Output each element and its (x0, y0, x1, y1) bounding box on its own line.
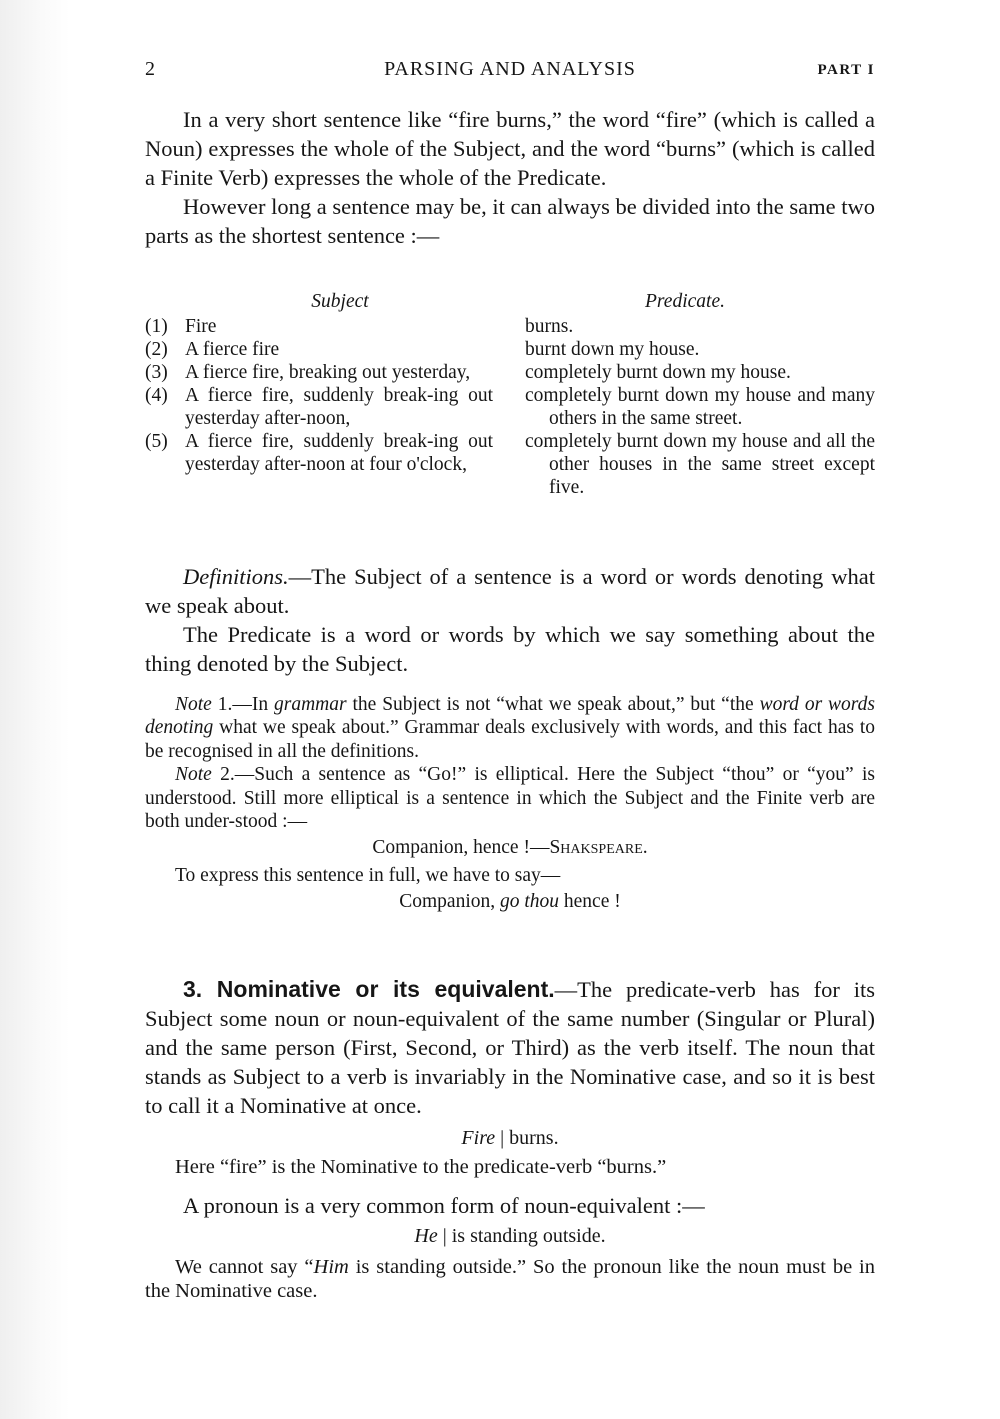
table-row (145, 384, 875, 430)
table-row (145, 338, 875, 361)
row-subject: A fierce fire, suddenly break-ing out yesterday after-noon, (185, 385, 493, 429)
row-subject: A fierce fire, breaking out yesterday, (185, 362, 471, 383)
section-3 (145, 975, 875, 1303)
intro (145, 105, 875, 250)
definitions-label: Definitions. (183, 564, 289, 589)
example-predicate: | burns. (495, 1127, 559, 1149)
example-subject: Fire (461, 1127, 496, 1149)
quote-text: Companion, hence !— (372, 837, 550, 859)
cannot-line (145, 1256, 875, 1303)
row-predicate: completely burnt down my house. (525, 362, 791, 383)
row-predicate: burns. (525, 316, 574, 337)
paragraph-fire-burns: In a very short sentence like “fire burns,” the word “fire” (which is called a Noun) expresses the whole of the Subject, and the word “burns” (which is called a Finite Verb) expresses the whole of the Predicate. (145, 107, 875, 190)
notes (145, 693, 875, 914)
subject-predicate-table (145, 290, 875, 499)
note-label: Note (175, 694, 212, 715)
quote-full (145, 890, 875, 913)
italic-text: Him (313, 1256, 349, 1279)
text: 1.—In (211, 694, 274, 715)
row-predicate: completely burnt down my house and all the other houses in the same street except five. (525, 431, 875, 498)
example-he (145, 1222, 875, 1250)
definitions (145, 562, 875, 678)
page-number: 2 (145, 58, 156, 80)
text: is standing outside.” So the pronoun like the noun must be in the Nominative case. (145, 1256, 875, 1302)
predicate-header: Predicate. (645, 291, 725, 312)
row-subject: A fierce fire (185, 339, 280, 360)
part-label: PART I (817, 62, 875, 78)
text: 2.—Such a sentence as “Go!” is elliptical. Here the Subject “thou” or “you” is understood. Still more elliptical is a sentence in which the Subject and the Finite verb are both under-stood :— (145, 764, 875, 833)
text: Companion, (399, 891, 500, 913)
italic-text: go thou (499, 891, 560, 913)
express-line: To express this sentence in full, we have to say— (175, 864, 561, 886)
here-line: Here “fire” is the Nominative to the predicate-verb “burns.” (175, 1156, 667, 1178)
paragraph-however-long: However long a sentence may be, it can always be divided into the same two parts as the shortest sentence :— (145, 194, 875, 248)
example-predicate: | is standing outside. (437, 1225, 606, 1248)
example-subject: He (414, 1225, 438, 1248)
row-number: (4) (145, 385, 168, 406)
example-fire-burns (145, 1124, 875, 1152)
quote-author: Shakspeare. (549, 837, 648, 859)
note-label: Note (175, 764, 212, 786)
row-subject: Fire (185, 316, 217, 337)
definition-predicate: The Predicate is a word or words by which we say something about the thing denoted by the Subject. (145, 622, 875, 676)
row-number: (2) (145, 339, 168, 360)
row-predicate: burnt down my house. (525, 339, 700, 360)
note-2 (145, 763, 875, 833)
row-number: (1) (145, 316, 168, 337)
definition-subject (145, 562, 875, 620)
text: hence ! (559, 891, 621, 913)
note-1 (145, 693, 875, 763)
text: what we speak about.” Grammar deals exclusively with words, and this fact has to be recognised in all the definitions. (145, 717, 875, 762)
section-heading: 3. Nominative or its equivalent. (183, 976, 555, 1002)
row-predicate: completely burnt down my house and many others in the same street. (525, 385, 875, 429)
text: We cannot say “ (175, 1256, 314, 1279)
table-row (145, 361, 875, 384)
subject-header: Subject (311, 291, 369, 312)
scan-edge-shadow (0, 0, 70, 1419)
row-number: (3) (145, 362, 168, 383)
table-row (145, 315, 875, 338)
text: the Subject is not “what we speak about,” but “the (346, 694, 760, 715)
row-subject: A fierce fire, suddenly break-ing out yesterday after-noon at four o'clock, (185, 431, 493, 475)
section-text: —The predicate-verb has for its Subject some noun or noun-equivalent of the same number (Singular or Plural) and the same person (First, Second, or Third) as the verb itself. The noun that stands as Subject to a verb is invariably in the Nominative case, and so it is best to call it a Nominative at once. (145, 977, 875, 1118)
table-row (145, 430, 875, 499)
running-title: PARSING AND ANALYSIS (384, 58, 636, 80)
section-3-paragraph (145, 975, 875, 1120)
quote-shakspeare (145, 836, 875, 859)
italic-text: word or words denoting (145, 694, 876, 739)
row-number: (5) (145, 431, 168, 452)
pronoun-line: A pronoun is a very common form of noun-equivalent :— (183, 1193, 705, 1219)
definition-text: —The Subject of a sentence is a word or words denoting what we speak about. (145, 564, 875, 618)
italic-text: grammar (274, 694, 347, 715)
